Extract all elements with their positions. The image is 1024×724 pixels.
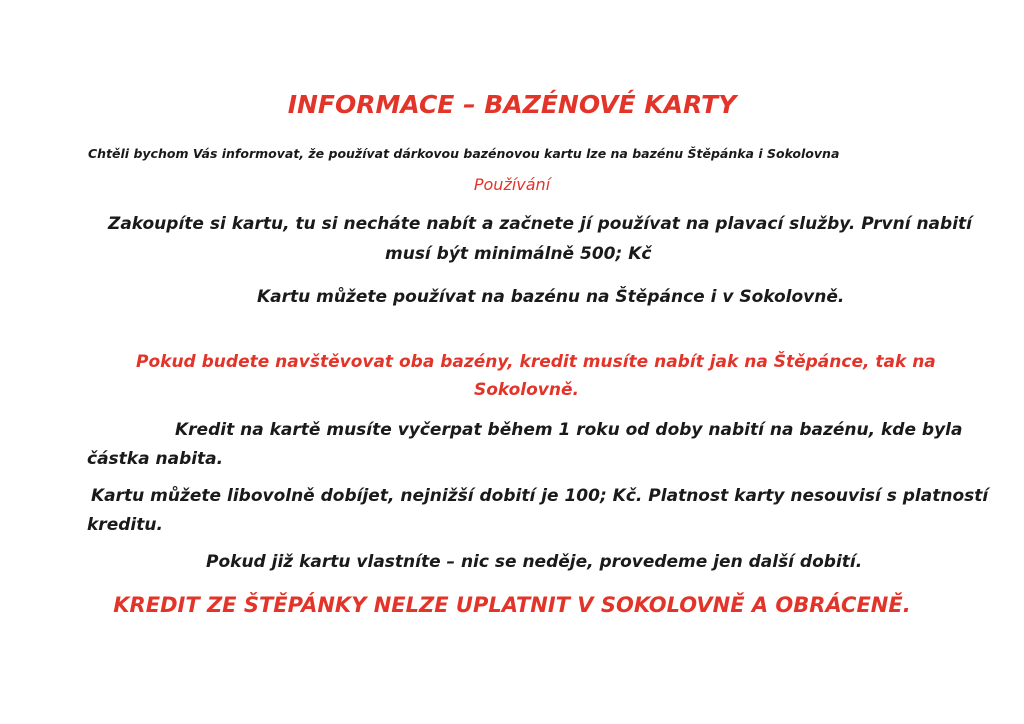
paragraph-usage-locations: Kartu můžete používat na bazénu na Štěpánce i v Sokolovně.	[257, 287, 845, 307]
usage-heading: Používání	[473, 175, 551, 194]
paragraph-purchase-line-2: musí být minimálně 500; Kč	[385, 244, 652, 264]
paragraph-top-up-line-1: Kartu můžete libovolně dobíjet, nejnižší dobití je 100; Kč. Platnost karty nesouvisí s platností	[91, 486, 989, 506]
paragraph-top-up-line-2: kreditu.	[87, 515, 163, 535]
paragraph-both-pools-line-2: Sokolovně.	[474, 380, 579, 400]
document-title: INFORMACE – BAZÉNOVÉ KARTY	[287, 90, 737, 119]
paragraph-existing-card: Pokud již kartu vlastníte – nic se neděje, provedeme jen další dobití.	[206, 552, 863, 572]
paragraph-both-pools-line-1: Pokud budete navštěvovat oba bazény, kredit musíte nabít jak na Štěpánce, tak na	[136, 352, 936, 372]
paragraph-purchase-line-1: Zakoupíte si kartu, tu si necháte nabít a začnete jí používat na plavací služby. První nabití	[108, 214, 972, 234]
paragraph-credit-expiry-line-1: Kredit na kartě musíte vyčerpat během 1 roku od doby nabití na bazénu, kde byla	[175, 420, 963, 440]
paragraph-credit-expiry-line-2: částka nabita.	[87, 449, 224, 469]
intro-text: Chtěli bychom Vás informovat, že používat dárkovou bazénovou kartu lze na bazénu Štěpánka i Sokolovna	[88, 146, 840, 161]
final-notice: KREDIT ZE ŠTĚPÁNKY NELZE UPLATNIT V SOKOLOVNĚ A OBRÁCENĚ.	[113, 593, 911, 617]
